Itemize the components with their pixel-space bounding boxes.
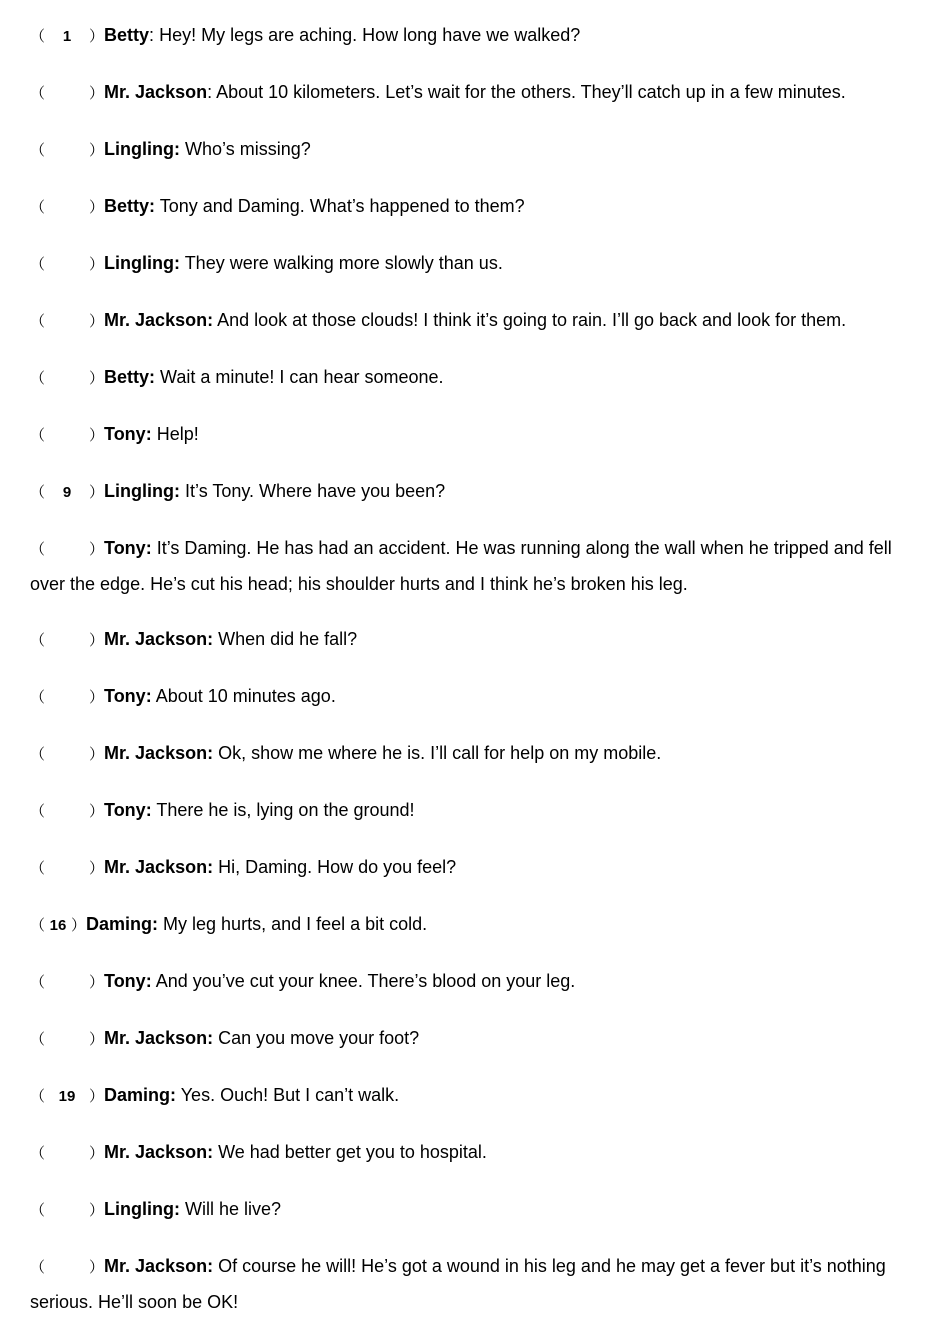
dialogue-text: And you’ve cut your knee. There’s blood on your leg.	[151, 971, 576, 991]
answer-paren-close: ）	[89, 632, 105, 649]
dialogue-line	[30, 531, 920, 601]
answer-paren-open: （	[30, 1202, 46, 1219]
dialogue-text: My leg hurts, and I feel a bit cold.	[158, 914, 428, 934]
dialogue-line	[30, 907, 920, 943]
dialogue-line	[30, 1078, 920, 1114]
answer-paren-close: ）	[89, 860, 105, 877]
dialogue-text: They were walking more slowly than us.	[180, 253, 503, 273]
answer-paren-close: ）	[89, 1145, 105, 1162]
answer-paren-open: （	[30, 85, 46, 102]
dialogue-line	[30, 75, 920, 111]
speaker-name: Tony:	[104, 538, 152, 558]
answer-paren-close: ）	[89, 142, 105, 159]
speaker-name: Tony:	[104, 686, 152, 706]
dialogue-line	[30, 417, 920, 453]
dialogue-text: Hi, Daming. How do you feel?	[213, 857, 457, 877]
dialogue-text: It’s Tony. Where have you been?	[180, 481, 446, 501]
answer-paren-open: （	[30, 974, 46, 991]
speaker-name: Tony:	[104, 971, 152, 991]
speaker-name: Tony:	[104, 800, 152, 820]
speaker-name: Mr. Jackson	[104, 82, 208, 102]
dialogue-text: Ok, show me where he is. I’ll call for help on my mobile.	[213, 743, 662, 763]
answer-paren-close: ）	[71, 917, 87, 934]
answer-paren-close: ）	[89, 370, 105, 387]
speaker-name: Lingling:	[104, 1199, 181, 1219]
answer-paren-open: （	[30, 370, 46, 387]
answer-paren-close: ）	[89, 256, 105, 273]
dialogue-line	[30, 793, 920, 829]
dialogue-text: Of course he will! He’s got a wound in his leg and he may get a fever but it’s nothing serious. He’ll soon be OK!	[30, 1256, 886, 1312]
speaker-name: Lingling:	[104, 139, 181, 159]
answer-paren-open: （	[30, 1259, 46, 1276]
answer-paren-open: （	[30, 142, 46, 159]
dialogue-line	[30, 1021, 920, 1057]
dialogue-text: Can you move your foot?	[213, 1028, 420, 1048]
answer-blank: 16	[49, 917, 67, 934]
dialogue-text: Who’s missing?	[180, 139, 311, 159]
answer-blank: 19	[58, 1088, 76, 1105]
dialogue-line	[30, 189, 920, 225]
answer-paren-close: ）	[89, 541, 105, 558]
speaker-name: Mr. Jackson:	[104, 1142, 214, 1162]
speaker-name: Lingling:	[104, 481, 181, 501]
answer-blank: 9	[62, 484, 72, 501]
speaker-name: Mr. Jackson:	[104, 310, 214, 330]
answer-paren-close: ）	[89, 85, 105, 102]
answer-paren-close: ）	[89, 427, 105, 444]
dialogue-text: It’s Daming. He has had an accident. He was running along the wall when he tripped and fell over the edge. He’s cut his head; his shoulder hurts and I think he’s broken his leg.	[30, 538, 892, 594]
dialogue-line	[30, 360, 920, 396]
answer-paren-open: （	[30, 803, 46, 820]
answer-paren-open: （	[30, 1145, 46, 1162]
answer-paren-open: （	[30, 746, 46, 763]
answer-paren-open: （	[30, 1088, 46, 1105]
answer-paren-close: ）	[89, 974, 105, 991]
dialogue-text: About 10 minutes ago.	[151, 686, 336, 706]
answer-paren-open: （	[30, 199, 46, 216]
answer-paren-open: （	[30, 427, 46, 444]
answer-paren-open: （	[30, 541, 46, 558]
answer-paren-close: ）	[89, 746, 105, 763]
answer-paren-open: （	[30, 632, 46, 649]
dialogue-line	[30, 736, 920, 772]
answer-paren-open: （	[30, 484, 46, 501]
dialogue-text: When did he fall?	[213, 629, 358, 649]
answer-paren-open: （	[30, 689, 46, 706]
dialogue-line	[30, 474, 920, 510]
speaker-name: Betty:	[104, 367, 156, 387]
answer-paren-close: ）	[89, 803, 105, 820]
answer-paren-close: ）	[89, 28, 105, 45]
dialogue-text: Will he live?	[180, 1199, 282, 1219]
dialogue-line	[30, 679, 920, 715]
dialogue-text: And look at those clouds! I think it’s going to rain. I’ll go back and look for them.	[213, 310, 847, 330]
speaker-separator: :	[149, 25, 155, 45]
dialogue-text: Tony and Daming. What’s happened to them?	[155, 196, 525, 216]
dialogue-text: Yes. Ouch! But I can’t walk.	[176, 1085, 400, 1105]
speaker-name: Betty	[104, 25, 150, 45]
answer-paren-open: （	[30, 860, 46, 877]
speaker-name: Betty:	[104, 196, 156, 216]
speaker-name: Tony:	[104, 424, 152, 444]
speaker-name: Daming:	[104, 1085, 177, 1105]
dialogue-line	[30, 246, 920, 282]
dialogue-line	[30, 622, 920, 658]
speaker-name: Mr. Jackson:	[104, 1256, 214, 1276]
dialogue-text: There he is, lying on the ground!	[151, 800, 415, 820]
answer-paren-close: ）	[89, 199, 105, 216]
dialogue-text: Hey! My legs are aching. How long have we walked?	[154, 25, 581, 45]
answer-paren-open: （	[30, 917, 46, 934]
dialogue-line	[30, 1192, 920, 1228]
dialogue-text: Help!	[151, 424, 199, 444]
dialogue-text: We had better get you to hospital.	[213, 1142, 487, 1162]
speaker-name: Mr. Jackson:	[104, 743, 214, 763]
speaker-name: Lingling:	[104, 253, 181, 273]
dialogue-line	[30, 303, 920, 339]
dialogue-line	[30, 1135, 920, 1171]
dialogue-line	[30, 1249, 920, 1319]
dialogue-text: About 10 kilometers. Let’s wait for the others. They’ll catch up in a few minutes.	[212, 82, 846, 102]
answer-blank: 1	[62, 28, 72, 45]
dialogue-text: Wait a minute! I can hear someone.	[155, 367, 444, 387]
dialogue-line	[30, 850, 920, 886]
dialogue-line	[30, 18, 920, 54]
answer-paren-close: ）	[89, 689, 105, 706]
dialogue-line	[30, 964, 920, 1000]
answer-paren-close: ）	[89, 1031, 105, 1048]
speaker-name: Mr. Jackson:	[104, 1028, 214, 1048]
answer-paren-open: （	[30, 28, 46, 45]
answer-paren-open: （	[30, 256, 46, 273]
dialogue-line	[30, 132, 920, 168]
speaker-name: Daming:	[86, 914, 159, 934]
answer-paren-close: ）	[89, 1088, 105, 1105]
speaker-name: Mr. Jackson:	[104, 857, 214, 877]
answer-paren-close: ）	[89, 1202, 105, 1219]
answer-paren-open: （	[30, 313, 46, 330]
speaker-separator: :	[207, 82, 213, 102]
answer-paren-close: ）	[89, 1259, 105, 1276]
answer-paren-close: ）	[89, 484, 105, 501]
answer-paren-close: ）	[89, 313, 105, 330]
answer-paren-open: （	[30, 1031, 46, 1048]
speaker-name: Mr. Jackson:	[104, 629, 214, 649]
